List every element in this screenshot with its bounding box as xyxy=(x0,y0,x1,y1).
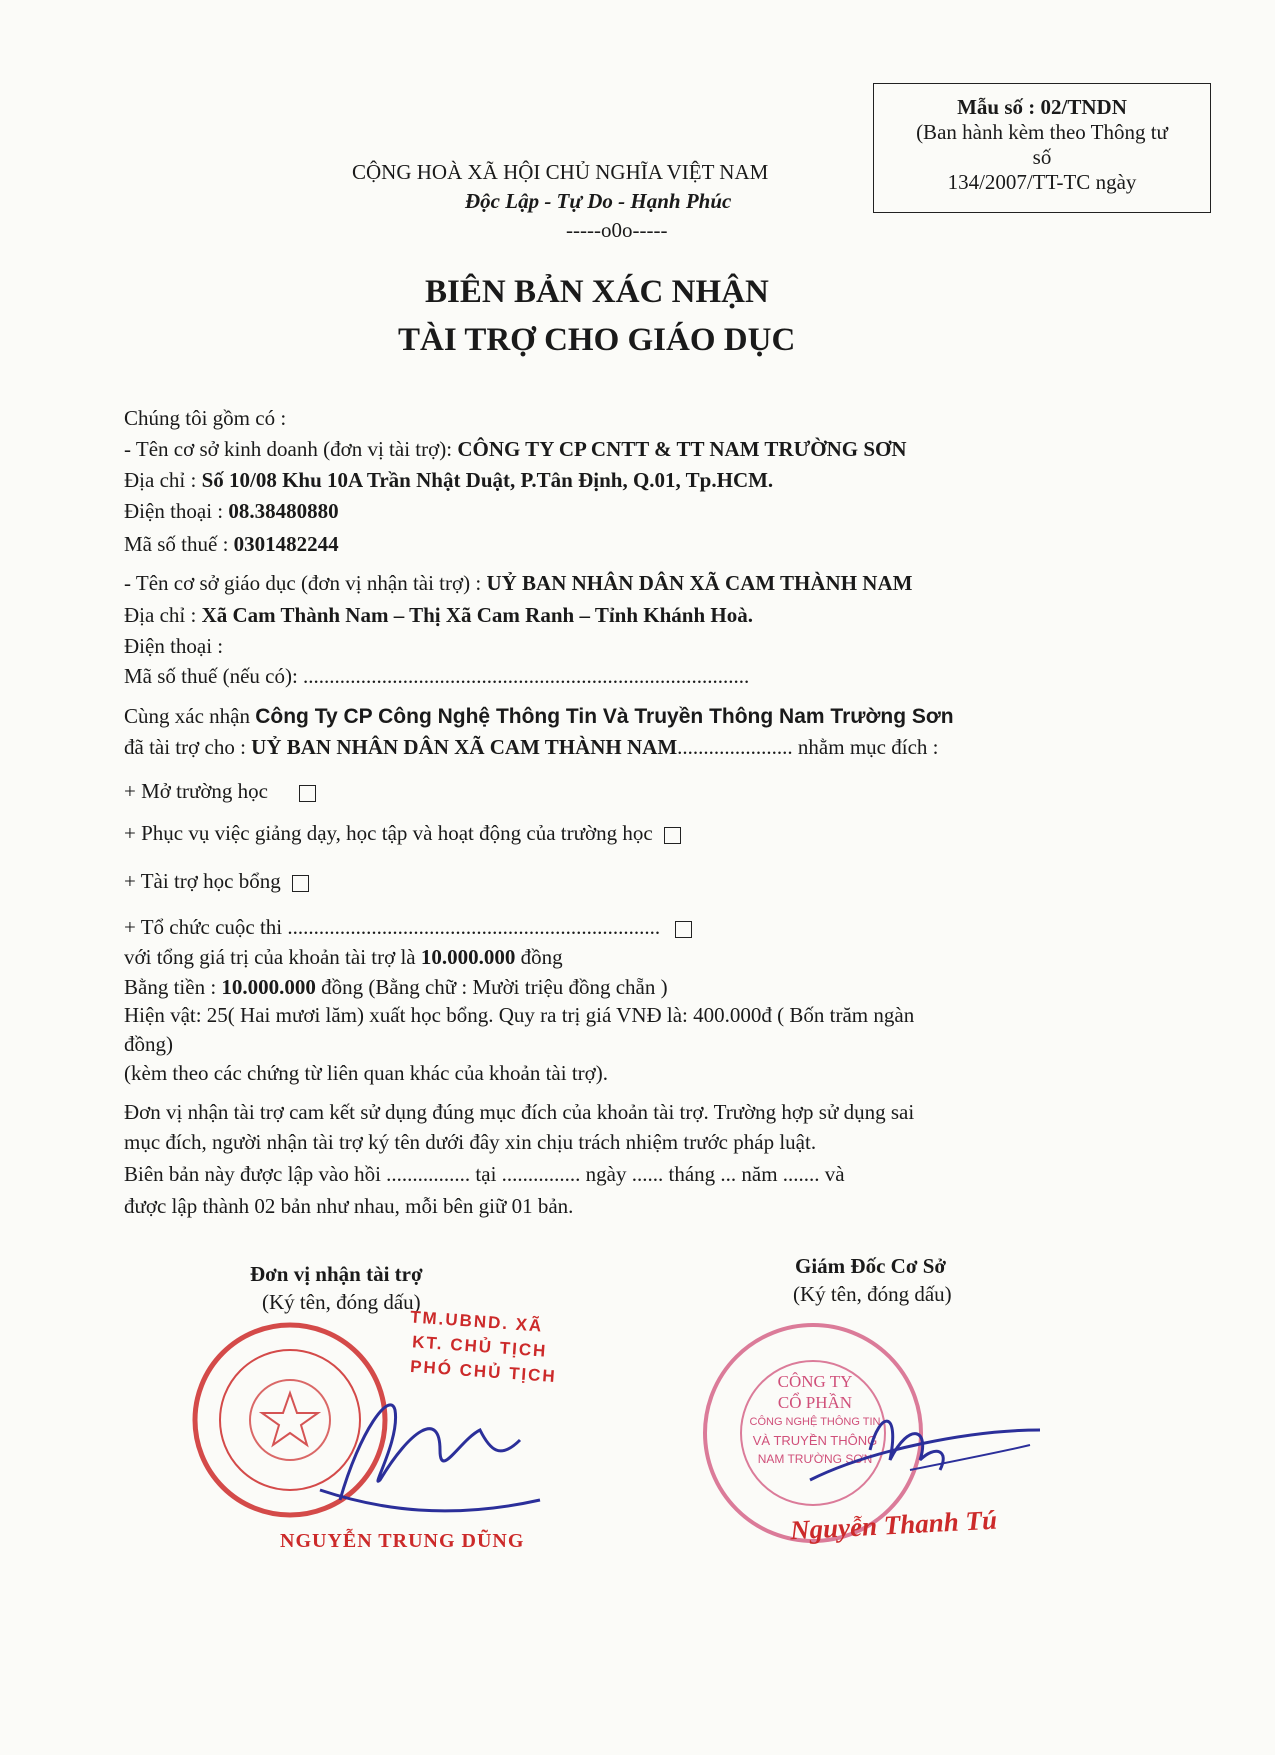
purpose-teaching-label: + Phục vụ việc giảng dạy, học tập và hoạt động của trường học xyxy=(124,821,653,845)
sponsor-name-label: - Tên cơ sở kinh doanh (đơn vị tài trợ): xyxy=(124,437,453,461)
cash-row xyxy=(124,975,668,1000)
sponsored-value: UỶ BAN NHÂN DÂN XÃ CAM THÀNH NAM xyxy=(251,735,678,759)
recipient-name-label: - Tên cơ sở giáo dục (đơn vị nhận tài trợ) : xyxy=(124,571,482,595)
recipient-tax-row xyxy=(124,664,749,689)
purpose-contest-row xyxy=(124,915,692,940)
nation-header: CỘNG HOÀ XÃ HỘI CHỦ NGHĨA VIỆT NAM xyxy=(352,160,769,184)
inkind-line1: Hiện vật: 25( Hai mươi lăm) xuất học bổng. Quy ra trị giá VNĐ là: 400.000đ ( Bốn trăm ngàn xyxy=(124,1003,915,1027)
form-number-box xyxy=(873,83,1211,213)
purpose-school-label: + Mở trường học xyxy=(124,779,269,803)
right-signature-title: Giám Đốc Cơ Sở xyxy=(795,1254,946,1278)
title-line1: BIÊN BẢN XÁC NHẬN xyxy=(425,274,769,310)
confirmation-prefix: Cùng xác nhận xyxy=(124,704,250,728)
sponsored-dots: ...................... xyxy=(677,735,793,759)
left-stamp-line2: KT. CHỦ TỊCH xyxy=(411,1332,548,1361)
purpose-school-row xyxy=(124,779,316,804)
recipient-phone-label: Điện thoại : xyxy=(124,634,224,658)
cash-amount: 10.000.000 xyxy=(221,975,316,999)
total-unit: đồng xyxy=(520,945,563,969)
sponsored-row xyxy=(124,735,938,760)
left-stamp-line3: PHÓ CHỦ TỊCH xyxy=(409,1356,558,1387)
form-issued-line1: (Ban hành kèm theo Thông tư xyxy=(916,120,1168,144)
right-stamp-line2: CỔ PHẦN xyxy=(777,1393,853,1412)
left-signature-note: (Ký tên, đóng dấu) xyxy=(262,1290,421,1314)
sponsored-label: đã tài trợ cho : xyxy=(124,735,246,759)
purpose-contest-checkbox[interactable] xyxy=(675,921,692,938)
confirmation-row xyxy=(124,704,954,729)
sponsor-name-value: CÔNG TY CP CNTT & TT NAM TRƯỜNG SƠN xyxy=(457,437,907,461)
total-row xyxy=(124,945,563,970)
sponsor-address-label: Địa chỉ : xyxy=(124,468,197,492)
purpose-school-checkbox[interactable] xyxy=(299,785,316,802)
left-stamp-line1: TM.UBND. XÃ xyxy=(409,1307,544,1336)
form-number: Mẫu số : 02/TNDN xyxy=(957,95,1127,119)
cash-label: Bằng tiền : xyxy=(124,975,217,999)
inkind-line2: đồng) xyxy=(124,1032,173,1056)
total-label: với tổng giá trị của khoản tài trợ là xyxy=(124,945,416,969)
right-signature-note: (Ký tên, đóng dấu) xyxy=(793,1282,952,1306)
purpose-teaching-row xyxy=(124,821,681,846)
right-stamp-line3: CÔNG NGHỆ THÔNG TIN xyxy=(749,1416,881,1428)
form-issued-line2: số xyxy=(1032,145,1052,169)
purpose-scholarship-label: + Tài trợ học bổng xyxy=(124,869,281,893)
sponsor-tax-value: 0301482244 xyxy=(233,532,339,556)
left-signer-name: NGUYỄN TRUNG DŨNG xyxy=(280,1530,525,1552)
commitment-line2: mục đích, người nhận tài trợ ký tên dưới đây xin chịu trách nhiệm trước pháp luật. xyxy=(124,1130,817,1154)
sponsor-tax-row xyxy=(124,532,339,557)
right-stamp-line1: CÔNG TY xyxy=(777,1372,853,1391)
record-line2: được lập thành 02 bản như nhau, mỗi bên giữ 01 bản. xyxy=(124,1194,574,1218)
recipient-name-row xyxy=(124,571,912,596)
purpose-contest-label: + Tổ chức cuộc thi ....................................................................... xyxy=(124,915,661,939)
commitment-line1: Đơn vị nhận tài trợ cam kết sử dụng đúng mục đích của khoản tài trợ. Trường hợp sử dụng sai xyxy=(124,1100,915,1124)
right-signature-scribble xyxy=(790,1390,1060,1500)
recipient-tax-dots: ..................................................................................... xyxy=(303,664,750,688)
record-line1: Biên bản này được lập vào hồi ................ tại ............... ngày ...... tháng ... năm ....... và xyxy=(124,1162,845,1186)
confirmation-company: Công Ty CP Công Nghệ Thông Tin Và Truyền Thông Nam Trường Sơn xyxy=(255,705,954,728)
form-issued-line3: 134/2007/TT-TC ngày xyxy=(947,170,1137,194)
right-signer-name: Nguyễn Thanh Tú xyxy=(789,1504,998,1546)
sponsor-phone-row xyxy=(124,499,339,524)
sponsor-tax-label: Mã số thuế : xyxy=(124,532,229,556)
recipient-address-label: Địa chỉ : xyxy=(124,603,197,627)
purpose-label: nhằm mục đích : xyxy=(797,735,939,759)
recipient-address-value: Xã Cam Thành Nam – Thị Xã Cam Ranh – Tỉnh Khánh Hoà. xyxy=(201,603,753,627)
header-separator: -----o0o----- xyxy=(566,218,668,242)
intro-text: Chúng tôi gồm có : xyxy=(124,406,287,430)
purpose-scholarship-checkbox[interactable] xyxy=(292,875,309,892)
motto: Độc Lập - Tự Do - Hạnh Phúc xyxy=(465,189,732,213)
sponsor-name-row xyxy=(124,437,907,462)
sponsor-address-value: Số 10/08 Khu 10A Trần Nhật Duật, P.Tân Định, Q.01, Tp.HCM. xyxy=(201,468,774,492)
recipient-tax-label: Mã số thuế (nếu có): xyxy=(124,664,298,688)
cash-words: đồng (Bằng chữ : Mười triệu đồng chẵn ) xyxy=(321,975,668,999)
right-stamp-line4: VÀ TRUYỀN THÔNG xyxy=(752,1433,878,1448)
sponsor-address-row xyxy=(124,468,773,493)
recipient-address-row xyxy=(124,603,753,628)
right-stamp-line5: NAM TRƯỜNG SƠN xyxy=(757,1452,873,1466)
left-signature-title: Đơn vị nhận tài trợ xyxy=(250,1262,423,1286)
total-amount: 10.000.000 xyxy=(420,945,516,969)
sponsor-phone-value: 08.38480880 xyxy=(228,499,339,523)
purpose-teaching-checkbox[interactable] xyxy=(664,827,681,844)
sponsor-phone-label: Điện thoại : xyxy=(124,499,224,523)
left-signature-scribble xyxy=(300,1370,560,1520)
attached-note: (kèm theo các chứng từ liên quan khác của khoản tài trợ). xyxy=(124,1061,609,1085)
purpose-scholarship-row xyxy=(124,869,309,894)
title-line2: TÀI TRỢ CHO GIÁO DỤC xyxy=(398,322,796,358)
recipient-name-value: UỶ BAN NHÂN DÂN XÃ CAM THÀNH NAM xyxy=(486,571,913,595)
